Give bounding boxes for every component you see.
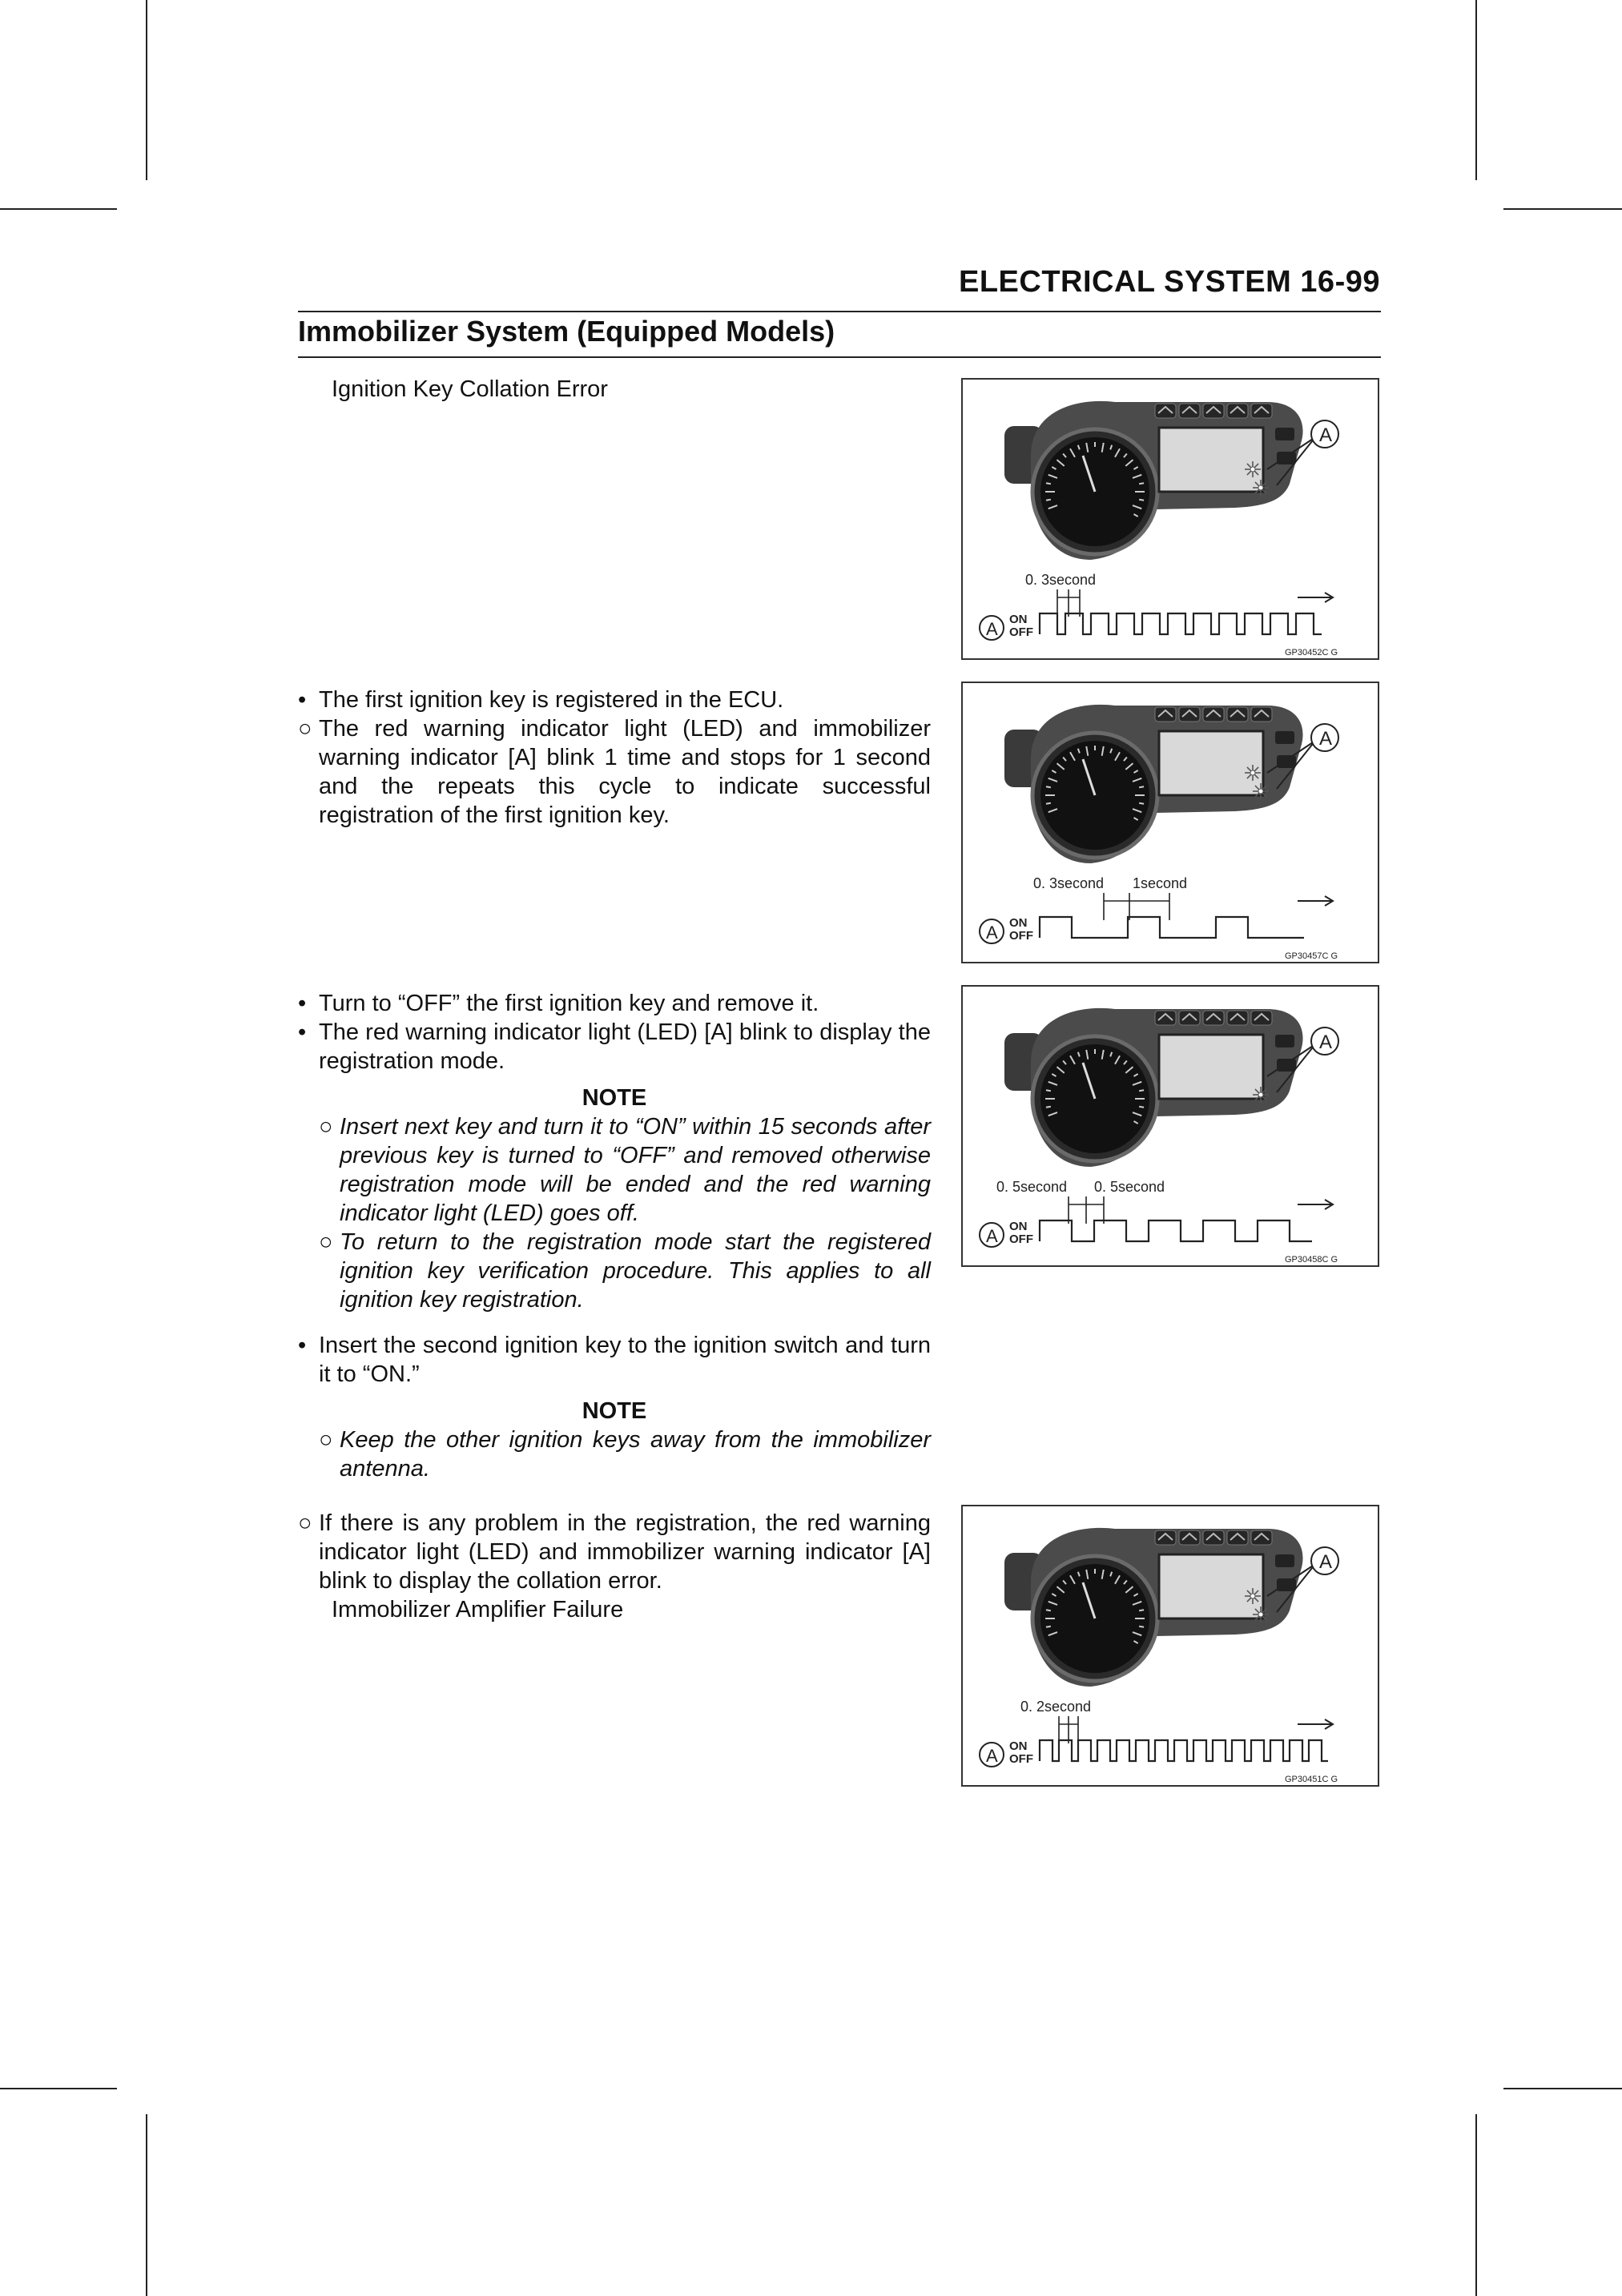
sub-text: The red warning indicator light (LED) and immobilizer warning indicator [A] blink 1 time and stops for 1 second and the repeats this cycle to indicate successful registration of the first ignition key. — [319, 716, 931, 828]
led-blink-icon — [1253, 1087, 1269, 1103]
meter-button — [1275, 731, 1294, 744]
signal-off-label: OFF — [1009, 625, 1033, 639]
indicator-lamps — [1155, 1011, 1272, 1025]
warning-indicator-icon — [1245, 1588, 1261, 1604]
tach-tick — [1046, 786, 1051, 787]
circle-icon: ○ — [298, 716, 312, 742]
timing-label: 0. 5second — [996, 1179, 1068, 1195]
crop-mark — [1503, 2088, 1622, 2089]
note-item — [298, 1112, 931, 1228]
blink-dot — [1258, 485, 1263, 490]
blink-dot — [1258, 789, 1263, 794]
meter-button — [1275, 1554, 1294, 1567]
bullet-icon: • — [298, 1333, 307, 1358]
block-first-key — [298, 686, 931, 830]
warning-indicator-icon — [1245, 765, 1261, 781]
figure-svg — [963, 380, 1378, 658]
subheading: Immobilizer Amplifier Failure — [332, 1597, 624, 1622]
tach-tick — [1139, 786, 1144, 787]
sub-item — [298, 1509, 931, 1595]
legend-label: A — [986, 1226, 998, 1246]
block-registration-mode — [298, 989, 931, 1314]
bullet-text: The red warning indicator light (LED) [A] blink to display the registration mode. — [319, 1019, 931, 1074]
figure-code: GP30452C G — [1285, 648, 1338, 657]
tach-tick — [1046, 483, 1051, 484]
callout-label: A — [1319, 424, 1333, 446]
blink-dot — [1258, 1612, 1263, 1617]
timing-label: 1second — [1133, 875, 1188, 891]
warning-indicator-icon — [1245, 461, 1261, 477]
crop-mark — [1475, 2114, 1477, 2296]
bullet-text: Insert the second ignition key to the ignition switch and turn it to “ON.” — [319, 1333, 931, 1387]
bullet-item — [298, 686, 931, 714]
figure-code: GP30457C G — [1285, 951, 1338, 961]
signal-off-label: OFF — [1009, 1232, 1033, 1246]
instrument-cluster — [1004, 401, 1303, 560]
meter-button — [1277, 1578, 1296, 1591]
bullet-text: The first ignition key is registered in the ECU. — [319, 687, 784, 713]
section-rule — [298, 356, 1381, 358]
bullet-item — [298, 1331, 931, 1389]
signal-off-label: OFF — [1009, 1752, 1033, 1766]
legend-label: A — [986, 619, 998, 639]
crop-mark — [0, 2088, 117, 2089]
signal-on-label: ON — [1009, 1739, 1028, 1753]
bullet-icon: • — [298, 1019, 307, 1045]
signal-on-label: ON — [1009, 916, 1028, 930]
figure-svg — [963, 1506, 1378, 1785]
figure-code: GP30451C G — [1285, 1775, 1338, 1784]
sub-text: If there is any problem in the registration, the red warning indicator light (LED) and immobilizer warning indicator [A] blink to display the collation error. — [319, 1510, 931, 1594]
header-rule — [298, 311, 1381, 312]
figure-meter-blink — [961, 985, 1379, 1267]
figure-meter-blink — [961, 378, 1379, 660]
blink-dot — [1250, 467, 1255, 472]
crop-mark — [1503, 208, 1622, 210]
circle-icon: ○ — [319, 1229, 333, 1255]
lcd-display — [1159, 731, 1263, 795]
signal-on-label: ON — [1009, 1220, 1028, 1233]
sub-item — [298, 714, 931, 830]
led-blink-icon — [1253, 783, 1269, 799]
figure-code: GP30458C G — [1285, 1255, 1338, 1265]
callout-label: A — [1319, 1551, 1333, 1573]
note-item — [298, 1425, 931, 1483]
meter-button — [1277, 755, 1296, 768]
figure-meter-blink — [961, 682, 1379, 963]
meter-button — [1275, 1035, 1294, 1047]
meter-button — [1277, 1059, 1296, 1072]
indicator-lamps — [1155, 1530, 1272, 1545]
note-item — [298, 1228, 931, 1314]
tach-tick — [1046, 1090, 1051, 1091]
tach-tick — [1139, 1107, 1144, 1108]
timing-label: 0. 2second — [1020, 1699, 1092, 1715]
legend-label: A — [986, 1746, 998, 1766]
subheading: Ignition Key Collation Error — [332, 376, 608, 402]
blink-waveform — [1040, 917, 1304, 938]
led-blink-icon — [1253, 480, 1269, 496]
tach-tick — [1139, 500, 1144, 501]
callout-label: A — [1319, 728, 1333, 750]
lcd-display — [1159, 1035, 1263, 1099]
section-title: Immobilizer System (Equipped Models) — [298, 315, 835, 348]
bullet-icon: • — [298, 687, 307, 713]
block-second-key — [298, 1331, 931, 1483]
figure-svg — [963, 987, 1378, 1265]
crop-mark — [146, 0, 147, 180]
block-collation-error — [298, 375, 931, 404]
signal-on-label: ON — [1009, 613, 1028, 626]
circle-icon: ○ — [298, 1510, 312, 1536]
lcd-display — [1159, 1554, 1263, 1618]
blink-waveform — [1040, 613, 1322, 634]
note-text: Insert next key and turn it to “ON” within 15 seconds after previous key is turned to “OFF” and removed otherwise registration mode will be ended and the red warning indicator light (LED) goes off. — [340, 1114, 931, 1226]
tach-tick — [1046, 500, 1051, 501]
figure-svg — [963, 683, 1378, 962]
instrument-cluster — [1004, 1008, 1303, 1167]
callout-label: A — [1319, 1031, 1333, 1053]
led-blink-icon — [1253, 1606, 1269, 1622]
bullet-text: Turn to “OFF” the first ignition key and remove it. — [319, 991, 819, 1016]
figure-meter-blink — [961, 1505, 1379, 1787]
running-head: ELECTRICAL SYSTEM 16-99 — [958, 265, 1380, 299]
timing-label: 0. 3second — [1025, 572, 1097, 588]
bullet-item — [298, 989, 931, 1018]
indicator-lamps — [1155, 404, 1272, 418]
tach-tick — [1139, 803, 1144, 804]
block-problem — [298, 1509, 931, 1624]
instrument-cluster — [1004, 1528, 1303, 1687]
instrument-cluster — [1004, 705, 1303, 863]
meter-button — [1275, 428, 1294, 440]
note-text: To return to the registration mode start the registered ignition key verification procedure. This applies to all ignition key registration. — [340, 1229, 931, 1313]
blink-dot — [1250, 770, 1255, 775]
timing-label: 0. 5second — [1094, 1179, 1165, 1195]
bullet-icon: • — [298, 991, 307, 1016]
tach-tick — [1046, 1107, 1051, 1108]
legend-label: A — [986, 923, 998, 943]
signal-off-label: OFF — [1009, 929, 1033, 943]
meter-button — [1277, 452, 1296, 464]
note-text: Keep the other ignition keys away from the immobilizer antenna. — [340, 1427, 931, 1482]
circle-icon: ○ — [319, 1114, 333, 1140]
crop-mark — [0, 208, 117, 210]
note-heading: NOTE — [582, 1085, 647, 1111]
tach-tick — [1139, 1090, 1144, 1091]
bullet-item — [298, 1018, 931, 1076]
blink-dot — [1258, 1092, 1263, 1097]
circle-icon: ○ — [319, 1427, 333, 1453]
blink-waveform — [1040, 1740, 1328, 1761]
tach-tick — [1046, 803, 1051, 804]
lcd-display — [1159, 428, 1263, 492]
blink-waveform — [1040, 1220, 1312, 1241]
note-heading: NOTE — [582, 1398, 647, 1424]
blink-dot — [1250, 1594, 1255, 1598]
crop-mark — [146, 2114, 147, 2296]
tach-tick — [1139, 483, 1144, 484]
timing-label: 0. 3second — [1033, 875, 1105, 891]
indicator-lamps — [1155, 707, 1272, 722]
crop-mark — [1475, 0, 1477, 180]
